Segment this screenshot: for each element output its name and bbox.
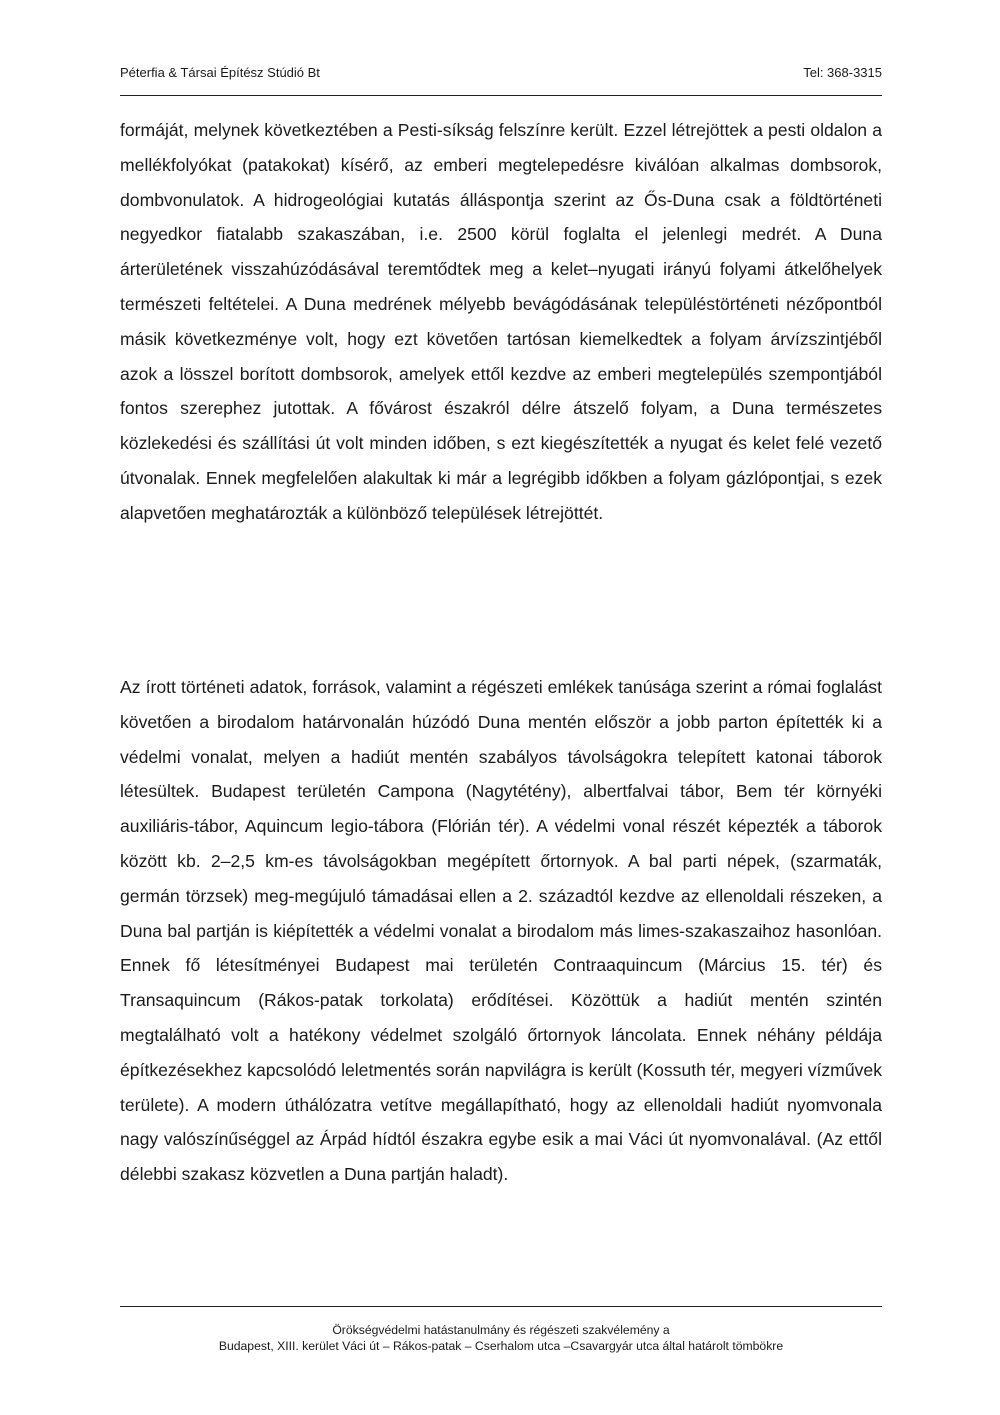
header-phone: Tel: 368-3315 xyxy=(803,64,882,80)
header-company: Péterfia & Társai Építész Stúdió Bt xyxy=(120,64,320,80)
body-paragraph-2: Az írott történeti adatok, források, valamint a régészeti emlékek tanúsága szerint a római foglalást követően a birodalom határvonalán húzódó Duna mentén először a jobb parton építették ki a védelmi vonalat, melyen a hadiút mentén szabályos távolságokra telepített katonai táborok létesültek. Budapest területén Campona (Nagytétény), albertfalvai tábor, Bem tér környéki auxiliáris-tábor, Aquincum legio-tábora (Flórián tér). A védelmi vonal részét képezték a táborok között kb. 2–2,5 km-es távolságokban megépített őrtornyok. A bal parti népek, (szarmaták, germán törzsek) meg-megújuló támadásai ellen a 2. századtól kezdve az ellenoldali részeken, a Duna bal partján is kiépítették a védelmi vonalat a birodalom más limes-szakaszaihoz hasonlóan. Ennek fő létesítményei Budapest mai területén Contraaquincum (Március 15. tér) és Transaquincum (Rákos-patak torkolata) erődítései. Közöttük a hadiút mentén szintén megtalálható volt a hatékony védelmet szolgáló őrtornyok láncolata. Ennek néhány példája építkezésekhez kapcsolódó leletmentés során napvilágra is került (Kossuth tér, megyeri vízművek területe). A modern úthálózatra vetítve megállapítható, hogy az ellenoldali hadiút nyomvonala nagy valószínűséggel az Árpád hídtól északra egybe esik a mai Váci út nyomvonalával. (Az ettől délebbi szakasz közvetlen a Duna partján haladt). xyxy=(120,677,882,1185)
header-divider xyxy=(120,95,882,96)
footer-line-2: Budapest, XIII. kerület Váci út – Rákos-patak – Cserhalom utca –Csavargyár utca által határolt tömbökre xyxy=(218,1339,784,1353)
footer-divider xyxy=(120,1306,882,1307)
page-header xyxy=(120,60,882,84)
body-paragraph-1: formáját, melynek következtében a Pesti-síkság felszínre került. Ezzel létrejöttek a pesti oldalon a mellékfolyókat (patakokat) kísérő, az emberi megtelepedésre kiválóan alkalmas dombsorok, dombvonulatok. A hidrogeológiai kutatás álláspontja szerint az Ős-Duna csak a földtörténeti negyedkor fiatalabb szakaszában, i.e. 2500 körül foglalta el jelenlegi medrét. A Duna árterületének visszahúzódásával teremtődtek meg a kelet–nyugati irányú folyami átkelőhelyek természeti feltételei. A Duna medrének mélyebb bevágódásának településtörténeti nézőpontból másik következménye volt, hogy ezt követően tartósan kiemelkedtek a folyam árvízszintjéből azok a lösszel borított dombsorok, amelyek ettől kezdve az emberi megtelepülés szempontjából fontos szerephez jutottak. A fővárost északról délre átszelő folyam, a Duna természetes közlekedési és szállítási út volt minden időben, s ezt kiegészítették a nyugat és kelet felé vezető útvonalak. Ennek megfelelően alakultak ki már a legrégibb időkben a folyam gázlópontjai, s ezek alapvetően meghatározták a különböző települések létrejöttét. xyxy=(120,120,882,523)
page-footer xyxy=(120,1322,882,1354)
footer-line-1: Örökségvédelmi hatástanulmány és régészeti szakvélemény a xyxy=(332,1323,670,1337)
